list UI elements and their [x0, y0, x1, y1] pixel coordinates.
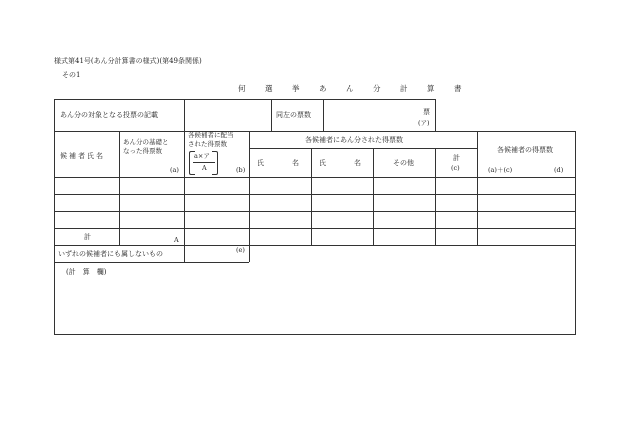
- fraction-bar: [193, 162, 215, 163]
- same-votes-label: 同左の票数: [276, 111, 311, 119]
- fraction-denominator: A: [202, 164, 207, 172]
- basis-mark: (a): [170, 166, 179, 174]
- rule: [249, 131, 250, 262]
- alloc-mark: (b): [236, 166, 246, 174]
- rule: [184, 99, 185, 131]
- rule: [435, 99, 436, 131]
- none-candidate-label: いずれの候補者にも属しないもの: [58, 250, 163, 258]
- rule: [54, 334, 575, 335]
- form-subtitle: その1: [62, 71, 81, 79]
- fraction-numerator: a×ア: [194, 152, 210, 160]
- subcol-other: その他: [393, 159, 414, 167]
- mark-a-katakana: (ア): [418, 119, 430, 127]
- basis-header-line1: あん分の基礎と: [123, 138, 169, 146]
- rule: [54, 228, 575, 229]
- target-votes-label: あん分の対象となる投票の記載: [60, 111, 158, 119]
- rule: [54, 194, 575, 195]
- alloc-header-line1: 各候補者に配当: [188, 131, 234, 139]
- rule: [323, 99, 324, 131]
- rule: [54, 99, 55, 335]
- rule: [477, 131, 478, 245]
- subcol-name-2: 氏 名: [319, 159, 361, 167]
- rule: [54, 245, 575, 246]
- subcol-total-mark: (c): [451, 164, 460, 172]
- rule: [271, 99, 272, 131]
- rule: [184, 131, 185, 262]
- total-row-A: A: [174, 236, 179, 244]
- rule: [435, 148, 436, 245]
- subcol-name-1: 氏 名: [257, 159, 299, 167]
- alloc-header-line2: された得票数: [188, 140, 227, 148]
- none-mark: (e): [236, 246, 245, 254]
- total-votes-header: 各候補者の得票数: [497, 146, 553, 154]
- group-header: 各候補者にあん分された得票数: [305, 136, 403, 144]
- total-mark: (d): [554, 166, 564, 174]
- rule: [575, 131, 576, 335]
- form-title: 何 選 挙 あ ん 分 計 算 書: [238, 84, 468, 93]
- total-formula: (a)＋(c): [488, 166, 513, 174]
- basis-header-line2: なった得票数: [123, 147, 162, 155]
- rule: [119, 131, 120, 245]
- rule: [249, 148, 477, 149]
- rule: [54, 177, 575, 178]
- votes-unit: 票: [423, 108, 430, 116]
- form-number: 様式第41号(あん分計算書の様式)(第49条関係): [54, 57, 202, 65]
- rule: [54, 262, 249, 263]
- rule: [373, 148, 374, 245]
- rule: [54, 131, 575, 132]
- rule: [54, 211, 575, 212]
- rule: [54, 99, 435, 100]
- rule: [311, 148, 312, 245]
- subcol-total: 計: [453, 154, 460, 162]
- fraction-bracket-right: [212, 151, 218, 175]
- calc-area-label: (計 算 欄): [66, 268, 107, 276]
- candidate-name-header: 候補者氏名: [60, 152, 105, 160]
- total-row-label: 計: [84, 233, 91, 241]
